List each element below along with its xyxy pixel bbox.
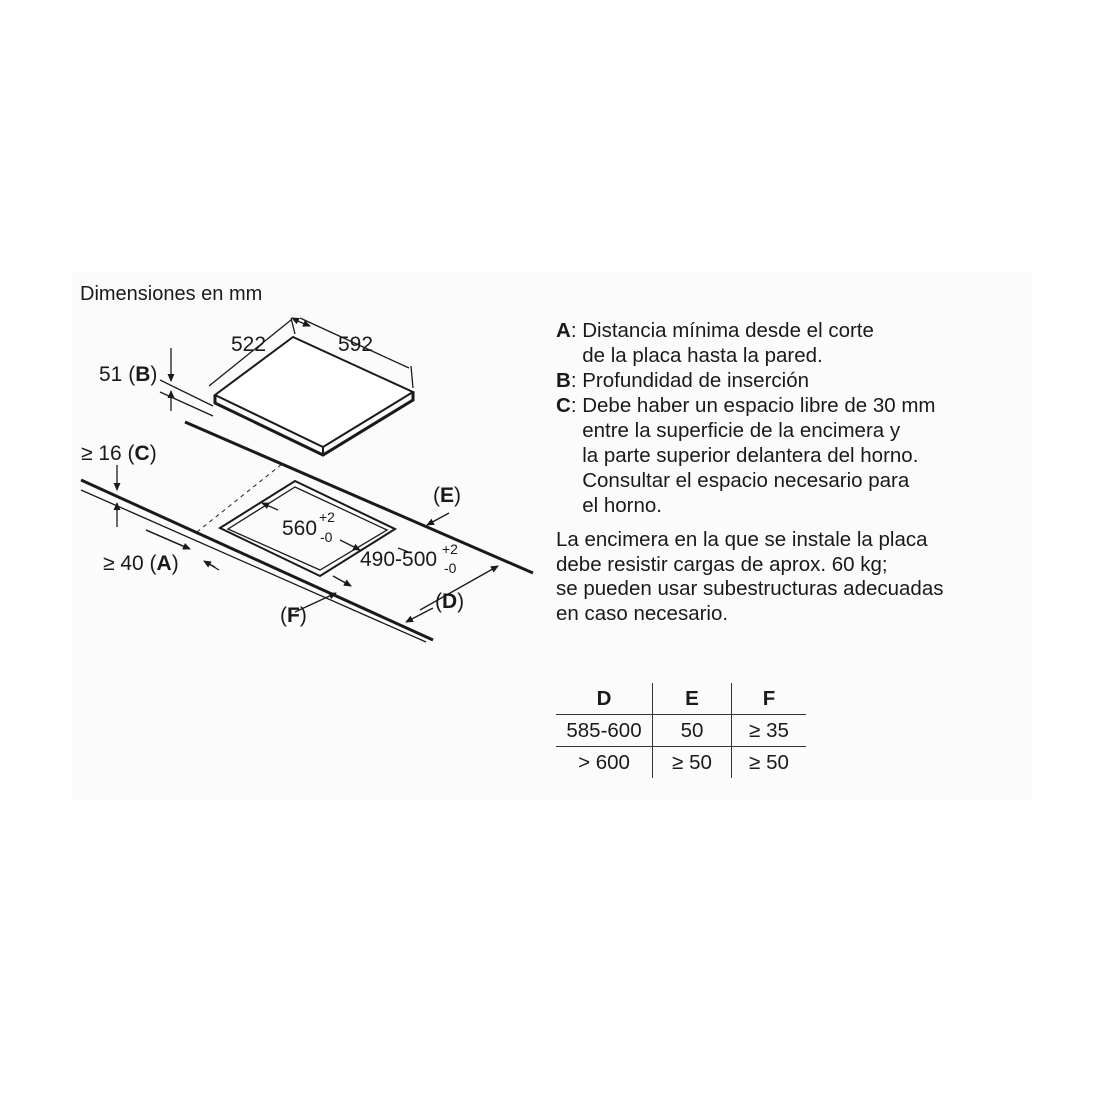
table-cell: 585-600 — [556, 715, 653, 747]
legend-text-a: Distancia mínima desde el corte de la placa hasta la pared. — [582, 319, 874, 367]
e-arrow — [427, 513, 449, 525]
cutout-depth-label: 490-500 — [360, 548, 438, 571]
table-header-row — [556, 683, 806, 715]
d-label: (D) — [435, 590, 465, 613]
legend-key-b: B — [556, 369, 571, 392]
legend-item-c: C : Debe haber un espacio libre de 30 mm entre la superficie de la encimera y la parte superior delantera del horno. Consultar el espacio necesario para el horno. — [556, 394, 936, 517]
clearance-table — [556, 683, 806, 778]
cutout-depth-tol-plus: +2 — [442, 541, 458, 557]
table-cell: 50 — [653, 715, 732, 747]
e-label: (E) — [433, 484, 462, 507]
hob-width-label: 592 — [338, 333, 374, 356]
table-cell: ≥ 50 — [653, 747, 732, 779]
a-label: ≥ 40 (A) — [103, 552, 179, 575]
table-cell: ≥ 35 — [732, 715, 807, 747]
c-label: ≥ 16 (C) — [81, 442, 157, 465]
table-cell: ≥ 50 — [732, 747, 807, 779]
width-dimension-arrow — [292, 318, 300, 322]
legend — [556, 318, 1026, 518]
table-row — [556, 715, 806, 747]
cutout-width-tol-minus: -0 — [320, 529, 333, 545]
cutout-width-tol-plus: +2 — [319, 509, 335, 525]
cutout-depth-tol-minus: -0 — [444, 560, 457, 576]
legend-text-b: Profundidad de inserción — [582, 369, 810, 392]
table-header-d: D — [556, 683, 653, 715]
f-label: (F) — [280, 604, 307, 627]
dimensions-heading: Dimensiones en mm — [80, 283, 263, 305]
legend-key-c: C — [556, 394, 571, 417]
legend-item-b: B : Profundidad de inserción — [556, 369, 810, 392]
table-cell: > 600 — [578, 750, 630, 774]
table-header-f: F — [732, 683, 807, 715]
legend-text-c: Debe haber un espacio libre de 30 mm entre la superficie de la encimera y la parte superior delantera del horno. Consultar el espacio necesario para el horno. — [582, 394, 936, 517]
table-header-e: E — [653, 683, 732, 715]
table-row — [556, 747, 806, 779]
legend-key-a: A — [556, 319, 571, 342]
hob-depth-label: 522 — [231, 333, 267, 356]
cutout-width-label: 560 — [282, 517, 318, 540]
legend-item-a: A : Distancia mínima desde el corte de la placa hasta la pared. — [556, 319, 874, 367]
b-label: 51 (B) — [99, 363, 158, 386]
load-note: La encimera en la que se instale la placa debe resistir cargas de aprox. 60 kg; se pueden usar subestructuras adecuadas en caso necesario. — [556, 528, 944, 625]
